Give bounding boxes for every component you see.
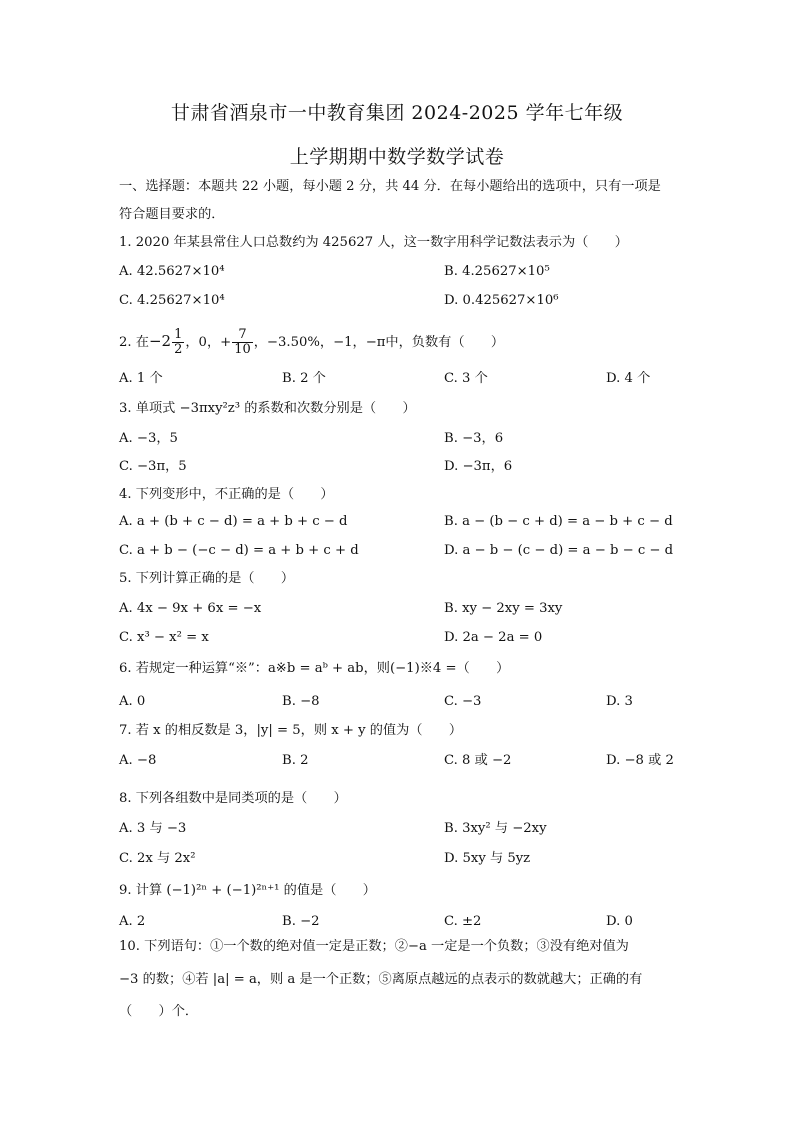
q8-stem: 8. 下列各组数中是同类项的是（ ） bbox=[119, 791, 347, 806]
q2-stem-prefix: 2. 在 bbox=[119, 335, 149, 350]
q5-option-d: D. 2a − 2a = 0 bbox=[444, 630, 543, 645]
q3-option-b: B. −3，6 bbox=[444, 431, 504, 446]
q2-frac2-num: 7 bbox=[232, 328, 253, 343]
q2-fraction-2 bbox=[232, 328, 253, 357]
q2-option-c: C. 3 个 bbox=[444, 371, 488, 386]
q2-stem-mid: ，0，+ bbox=[185, 335, 232, 350]
q4-option-c: C. a + b − (−c − d) = a + b + c + d bbox=[119, 543, 359, 558]
q7-option-a: A. −8 bbox=[119, 753, 157, 768]
q7-option-c: C. 8 或 −2 bbox=[444, 753, 512, 768]
q4-option-d: D. a − b − (c − d) = a − b − c − d bbox=[444, 543, 674, 558]
q3-stem: 3. 单项式 −3πxy²z³ 的系数和次数分别是（ ） bbox=[119, 401, 416, 416]
q1-option-a: A. 42.5627×10⁴ bbox=[119, 264, 225, 279]
q9-option-b: B. −2 bbox=[282, 914, 320, 929]
q9-option-d: D. 0 bbox=[606, 914, 633, 929]
q2-stem-suffix: ，−3.50%，−1，−π中，负数有（ ） bbox=[253, 335, 505, 350]
q1-option-b: B. 4.25627×10⁵ bbox=[444, 264, 550, 279]
q1-option-c: C. 4.25627×10⁴ bbox=[119, 293, 225, 308]
title-line-2: 上学期期中数学数学试卷 bbox=[289, 146, 505, 168]
q4-option-b: B. a − (b − c + d) = a − b + c − d bbox=[444, 514, 673, 529]
q7-option-d: D. −8 或 2 bbox=[606, 753, 674, 768]
q2-frac1-den: 2 bbox=[174, 342, 183, 357]
q1-option-d: D. 0.425627×10⁶ bbox=[444, 293, 559, 308]
q4-option-a: A. a + (b + c − d) = a + b + c − d bbox=[119, 514, 348, 529]
q8-option-b: B. 3xy² 与 −2xy bbox=[444, 821, 547, 836]
q4-stem: 4. 下列变形中，不正确的是（ ） bbox=[119, 487, 334, 502]
q5-option-b: B. xy − 2xy = 3xy bbox=[444, 601, 563, 616]
q2-option-b: B. 2 个 bbox=[282, 371, 326, 386]
q7-stem: 7. 若 x 的相反数是 3，|y| = 5，则 x + y 的值为（ ） bbox=[119, 723, 463, 738]
section-intro-2: 符合题目要求的． bbox=[119, 207, 225, 222]
q2-frac2-den: 10 bbox=[234, 342, 251, 357]
q5-option-c: C. x³ − x² = x bbox=[119, 630, 209, 645]
q6-option-c: C. −3 bbox=[444, 694, 482, 709]
q1-stem: 1. 2020 年某县常住人口总数约为 425627 人，这一数字用科学记数法表示为（ ） bbox=[119, 235, 628, 250]
q10-stem-line-3: （ ）个． bbox=[119, 1004, 199, 1019]
q3-option-d: D. −3π，6 bbox=[444, 459, 513, 474]
q3-option-a: A. −3，5 bbox=[119, 431, 178, 446]
q8-option-c: C. 2x 与 2x² bbox=[119, 851, 196, 866]
q8-option-a: A. 3 与 −3 bbox=[119, 821, 187, 836]
q5-stem: 5. 下列计算正确的是（ ） bbox=[119, 571, 295, 586]
title-line-1: 甘肃省酒泉市一中教育集团 2024-2025 学年七年级 bbox=[170, 102, 624, 124]
q9-option-a: A. 2 bbox=[119, 914, 146, 929]
q10-stem-line-1: 10. 下列语句：①一个数的绝对值一定是正数；②−a 一定是一个负数；③没有绝对值为 bbox=[119, 939, 629, 954]
q7-option-b: B. 2 bbox=[282, 753, 309, 768]
q9-stem: 9. 计算 (−1)²ⁿ + (−1)²ⁿ⁺¹ 的值是（ ） bbox=[119, 883, 376, 898]
q8-option-d: D. 5xy 与 5yz bbox=[444, 851, 531, 866]
q10-stem-line-2: −3 的数；④若 |a| = a，则 a 是一个正数；⑤离原点越远的点表示的数就越大；正确的有 bbox=[119, 972, 643, 987]
q2-option-d: D. 4 个 bbox=[606, 371, 651, 386]
q6-stem: 6. 若规定一种运算“※”：a※b = aᵇ + ab，则(−1)※4 =（ ） bbox=[119, 661, 510, 676]
q5-option-a: A. 4x − 9x + 6x = −x bbox=[119, 601, 262, 616]
q6-option-b: B. −8 bbox=[282, 694, 320, 709]
q6-option-d: D. 3 bbox=[606, 694, 633, 709]
section-intro-1: 一、选择题：本题共 22 小题，每小题 2 分，共 44 分．在每小题给出的选项中，只有一项是 bbox=[119, 179, 661, 194]
q2-frac1-num: 1 bbox=[174, 327, 183, 342]
q2-fraction-1 bbox=[172, 328, 184, 357]
q9-option-c: C. ±2 bbox=[444, 914, 482, 929]
q2-frac1-whole: −2 bbox=[148, 332, 172, 350]
q3-option-c: C. −3π，5 bbox=[119, 459, 187, 474]
q6-option-a: A. 0 bbox=[119, 694, 146, 709]
q2-stem bbox=[119, 324, 504, 360]
q2-option-a: A. 1 个 bbox=[119, 371, 163, 386]
